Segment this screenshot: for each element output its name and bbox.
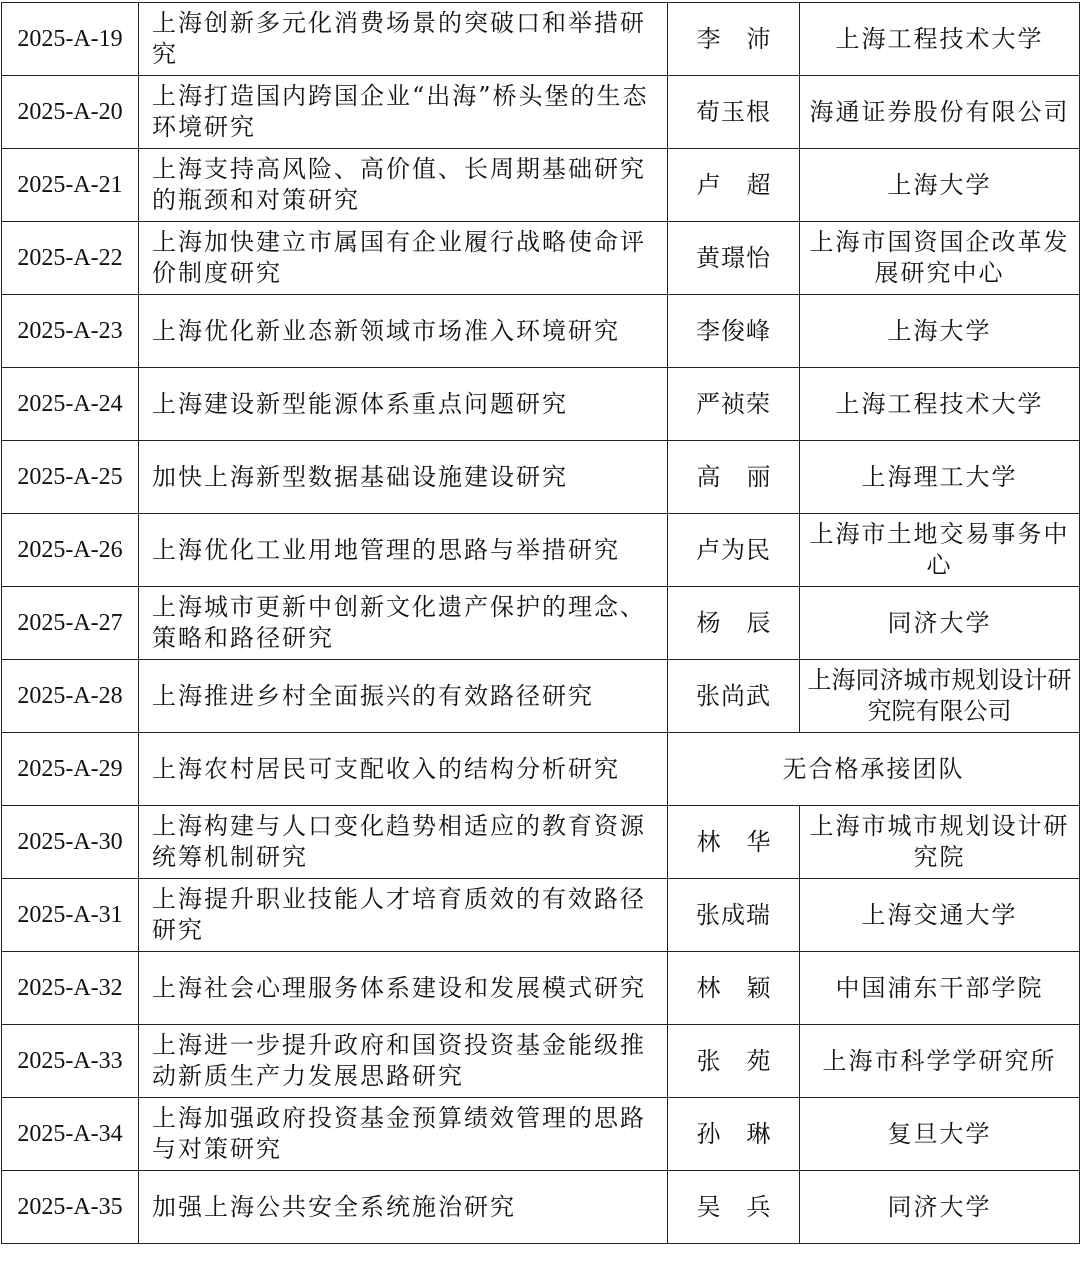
project-title: 上海加强政府投资基金预算绩效管理的思路与对策研究 (139, 1098, 668, 1171)
project-title: 加快上海新型数据基础设施建设研究 (139, 441, 668, 514)
project-organization: 上海理工大学 (800, 441, 1080, 514)
project-title: 上海农村居民可支配收入的结构分析研究 (139, 733, 668, 806)
project-code: 2025-A-32 (2, 952, 139, 1025)
project-code: 2025-A-26 (2, 514, 139, 587)
project-title: 上海建设新型能源体系重点问题研究 (139, 368, 668, 441)
project-code: 2025-A-23 (2, 295, 139, 368)
table-row (2, 806, 1080, 879)
table-row (2, 660, 1080, 733)
project-code: 2025-A-22 (2, 222, 139, 295)
project-leader: 李沛 (668, 3, 800, 76)
table-row (2, 879, 1080, 952)
project-title: 加强上海公共安全系统施治研究 (139, 1171, 668, 1244)
table-row (2, 295, 1080, 368)
project-organization: 上海工程技术大学 (800, 368, 1080, 441)
table-row (2, 733, 1080, 806)
project-organization: 上海交通大学 (800, 879, 1080, 952)
table-row (2, 1025, 1080, 1098)
project-leader: 张苑 (668, 1025, 800, 1098)
project-code: 2025-A-30 (2, 806, 139, 879)
table-row (2, 441, 1080, 514)
project-table (1, 2, 1080, 1244)
table-row (2, 952, 1080, 1025)
project-leader: 林颖 (668, 952, 800, 1025)
project-code: 2025-A-27 (2, 587, 139, 660)
project-organization: 同济大学 (800, 587, 1080, 660)
project-organization: 上海大学 (800, 295, 1080, 368)
project-code: 2025-A-35 (2, 1171, 139, 1244)
project-code: 2025-A-33 (2, 1025, 139, 1098)
project-organization: 上海市城市规划设计研究院 (800, 806, 1080, 879)
project-title: 上海进一步提升政府和国资投资基金能级推动新质生产力发展思路研究 (139, 1025, 668, 1098)
table-row (2, 587, 1080, 660)
project-organization: 上海市科学学研究所 (800, 1025, 1080, 1098)
project-title: 上海推进乡村全面振兴的有效路径研究 (139, 660, 668, 733)
project-title: 上海社会心理服务体系建设和发展模式研究 (139, 952, 668, 1025)
project-title: 上海加快建立市属国有企业履行战略使命评价制度研究 (139, 222, 668, 295)
project-organization: 海通证券股份有限公司 (800, 76, 1080, 149)
project-code: 2025-A-28 (2, 660, 139, 733)
project-leader: 孙琳 (668, 1098, 800, 1171)
project-leader: 荀玉根 (668, 76, 800, 149)
project-leader: 吴兵 (668, 1171, 800, 1244)
project-organization: 同济大学 (800, 1171, 1080, 1244)
project-leader: 张成瑞 (668, 879, 800, 952)
project-leader: 卢超 (668, 149, 800, 222)
project-code: 2025-A-29 (2, 733, 139, 806)
table-row (2, 76, 1080, 149)
project-organization: 上海大学 (800, 149, 1080, 222)
project-organization: 上海同济城市规划设计研究院有限公司 (800, 660, 1080, 733)
table-row (2, 514, 1080, 587)
table-row (2, 149, 1080, 222)
project-leader: 黄璟怡 (668, 222, 800, 295)
project-leader: 张尚武 (668, 660, 800, 733)
project-code: 2025-A-31 (2, 879, 139, 952)
table-row (2, 1098, 1080, 1171)
project-leader: 卢为民 (668, 514, 800, 587)
table-row (2, 1171, 1080, 1244)
table-row (2, 3, 1080, 76)
project-organization: 复旦大学 (800, 1098, 1080, 1171)
no-qualified-team-note: 无合格承接团队 (668, 733, 1080, 806)
project-leader: 高丽 (668, 441, 800, 514)
project-leader: 李俊峰 (668, 295, 800, 368)
project-code: 2025-A-34 (2, 1098, 139, 1171)
project-title: 上海创新多元化消费场景的突破口和举措研究 (139, 3, 668, 76)
table-row (2, 368, 1080, 441)
project-organization: 上海工程技术大学 (800, 3, 1080, 76)
project-code: 2025-A-24 (2, 368, 139, 441)
project-leader: 严祯荣 (668, 368, 800, 441)
project-leader: 林华 (668, 806, 800, 879)
project-code: 2025-A-25 (2, 441, 139, 514)
project-table-body (2, 3, 1080, 1244)
project-title: 上海优化新业态新领域市场准入环境研究 (139, 295, 668, 368)
table-row (2, 222, 1080, 295)
project-title: 上海城市更新中创新文化遗产保护的理念、策略和路径研究 (139, 587, 668, 660)
project-code: 2025-A-21 (2, 149, 139, 222)
project-title: 上海构建与人口变化趋势相适应的教育资源统筹机制研究 (139, 806, 668, 879)
project-title: 上海优化工业用地管理的思路与举措研究 (139, 514, 668, 587)
project-title: 上海打造国内跨国企业“出海”桥头堡的生态环境研究 (139, 76, 668, 149)
project-leader: 杨辰 (668, 587, 800, 660)
project-organization: 中国浦东干部学院 (800, 952, 1080, 1025)
project-code: 2025-A-20 (2, 76, 139, 149)
project-title: 上海支持高风险、高价值、长周期基础研究的瓶颈和对策研究 (139, 149, 668, 222)
project-organization: 上海市土地交易事务中心 (800, 514, 1080, 587)
project-organization: 上海市国资国企改革发展研究中心 (800, 222, 1080, 295)
project-title: 上海提升职业技能人才培育质效的有效路径研究 (139, 879, 668, 952)
project-code: 2025-A-19 (2, 3, 139, 76)
